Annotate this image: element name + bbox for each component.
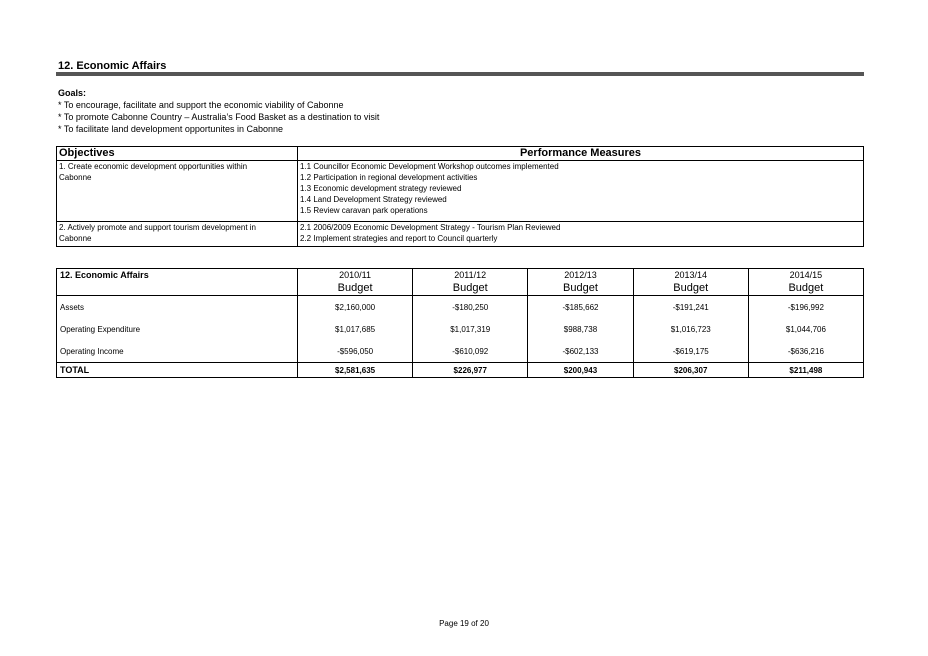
budget-year-row (57, 269, 864, 282)
budget-subheader: Budget (413, 281, 528, 296)
objective-cell (57, 161, 298, 222)
row-label: Assets (57, 296, 298, 319)
measures-cell (298, 161, 864, 222)
value-cell: $2,160,000 (298, 296, 413, 319)
value-cell: -$619,175 (633, 340, 748, 363)
total-value: $206,307 (633, 363, 748, 378)
value-cell: -$180,250 (413, 296, 528, 319)
measure-item: 1.4 Land Development Strategy reviewed (300, 195, 447, 204)
year-header: 2013/14 (633, 269, 748, 282)
measure-item: 2.2 Implement strategies and report to Council quarterly (300, 234, 498, 243)
table-row (57, 296, 864, 319)
budget-subheader: Budget (298, 281, 413, 296)
value-cell: -$196,992 (748, 296, 863, 319)
performance-measures-header: Performance Measures (298, 147, 864, 161)
value-cell: -$602,133 (528, 340, 633, 363)
row-label: Operating Expenditure (57, 318, 298, 340)
measure-item: 1.3 Economic development strategy reviewed (300, 184, 462, 193)
goal-item: * To promote Cabonne Country – Australia’s Food Basket as a destination to visit (58, 112, 380, 122)
value-cell: $1,016,723 (633, 318, 748, 340)
objective-cell (57, 222, 298, 247)
budget-table (56, 268, 864, 378)
measure-item: 2.1 2006/2009 Economic Development Strategy - Tourism Plan Reviewed (300, 223, 561, 232)
objectives-header: Objectives (57, 147, 298, 161)
objective-line: Cabonne (59, 173, 92, 182)
total-value: $2,581,635 (298, 363, 413, 378)
title-divider (56, 72, 864, 76)
empty-cell (57, 281, 298, 296)
value-cell: -$191,241 (633, 296, 748, 319)
page-number: Page 19 of 20 (439, 619, 489, 628)
budget-subheader: Budget (748, 281, 863, 296)
objectives-table (56, 146, 864, 247)
year-header: 2010/11 (298, 269, 413, 282)
goal-item: * To facilitate land development opportunites in Cabonne (58, 124, 283, 134)
objectives-header-row (57, 147, 864, 161)
value-cell: -$610,092 (413, 340, 528, 363)
year-header: 2014/15 (748, 269, 863, 282)
year-header: 2012/13 (528, 269, 633, 282)
budget-table-label: 12. Economic Affairs (57, 269, 298, 282)
total-value: $200,943 (528, 363, 633, 378)
value-cell: -$596,050 (298, 340, 413, 363)
measure-item: 1.2 Participation in regional development activities (300, 173, 478, 182)
objective-line: 2. Actively promote and support tourism development in (59, 223, 256, 232)
value-cell: -$185,662 (528, 296, 633, 319)
objective-row (57, 222, 864, 247)
table-row (57, 318, 864, 340)
value-cell: $1,017,685 (298, 318, 413, 340)
value-cell: -$636,216 (748, 340, 863, 363)
budget-subheader: Budget (528, 281, 633, 296)
total-label: TOTAL (57, 363, 298, 378)
objective-line: Cabonne (59, 234, 92, 243)
year-header: 2011/12 (413, 269, 528, 282)
section-title: 12. Economic Affairs (58, 60, 167, 72)
total-row (57, 363, 864, 378)
objective-row (57, 161, 864, 222)
measure-item: 1.1 Councillor Economic Development Workshop outcomes implemented (300, 162, 559, 171)
total-value: $226,977 (413, 363, 528, 378)
value-cell: $988,738 (528, 318, 633, 340)
objective-line: 1. Create economic development opportunities within (59, 162, 248, 171)
goal-item: * To encourage, facilitate and support the economic viability of Cabonne (58, 100, 344, 110)
row-label: Operating Income (57, 340, 298, 363)
value-cell: $1,017,319 (413, 318, 528, 340)
value-cell: $1,044,706 (748, 318, 863, 340)
measures-cell (298, 222, 864, 247)
budget-subheader-row (57, 281, 864, 296)
total-value: $211,498 (748, 363, 863, 378)
budget-subheader: Budget (633, 281, 748, 296)
goals-block (58, 87, 379, 135)
table-row (57, 340, 864, 363)
goals-heading: Goals: (58, 88, 87, 98)
measure-item: 1.5 Review caravan park operations (300, 206, 428, 215)
